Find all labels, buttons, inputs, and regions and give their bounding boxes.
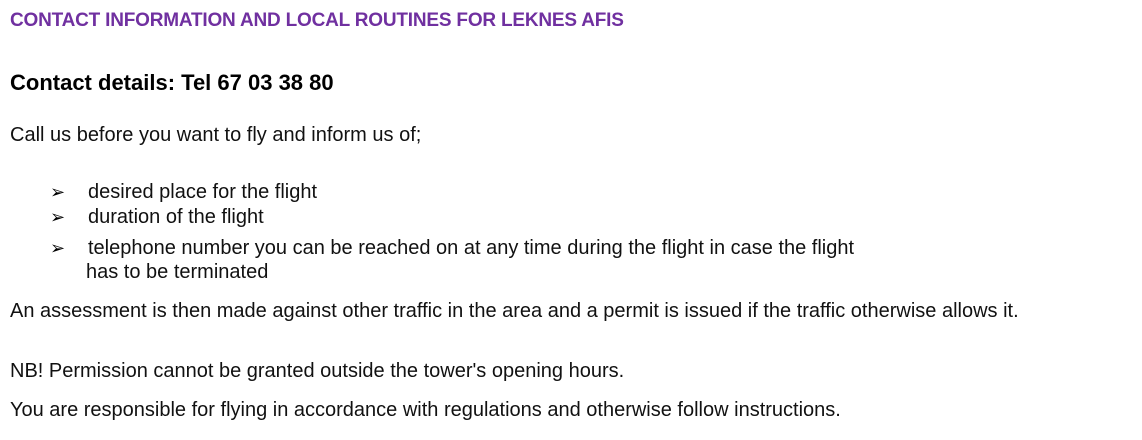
page-title: CONTACT INFORMATION AND LOCAL ROUTINES FOR LEKNES AFIS: [10, 10, 624, 31]
list-item: [50, 237, 854, 260]
arrowhead-bullet-icon: ➢: [50, 238, 66, 258]
list-item-continuation: has to be terminated: [86, 261, 269, 283]
list-item-text: telephone number you can be reached on at any time during the flight in case the flight: [88, 237, 855, 259]
list-item: [50, 206, 264, 229]
list-item-text: desired place for the flight: [88, 181, 318, 203]
nb-notice: NB! Permission cannot be granted outside the tower's opening hours.: [10, 360, 625, 382]
intro-text: Call us before you want to fly and inform us of;: [10, 124, 422, 146]
arrowhead-bullet-icon: ➢: [50, 207, 66, 227]
list-item-text: duration of the flight: [88, 206, 264, 228]
contact-details: Contact details: Tel 67 03 38 80: [10, 70, 334, 95]
responsibility-text: You are responsible for flying in accordance with regulations and otherwise follow instructions.: [10, 399, 841, 421]
arrowhead-bullet-icon: ➢: [50, 182, 66, 202]
list-item: [50, 181, 317, 204]
assessment-text: An assessment is then made against other traffic in the area and a permit is issued if the traffic otherwise allows it.: [10, 300, 1019, 322]
